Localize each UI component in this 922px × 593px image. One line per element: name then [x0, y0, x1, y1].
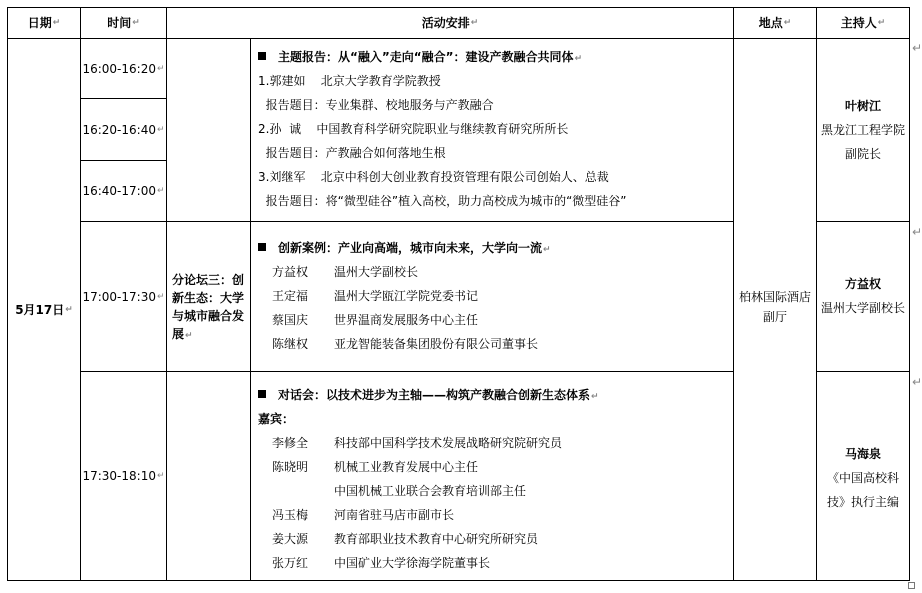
time-slot: 17:00-17:30 ↵: [82, 289, 165, 304]
cell-mark: ↵: [52, 18, 61, 28]
host-name: 马海泉: [844, 447, 881, 461]
report-line: 报告题目：产教融合如何落地生根: [258, 146, 446, 160]
report-line: 1.郭建如 北京大学教育学院教授: [258, 74, 441, 88]
cell-mark: ↵: [877, 18, 886, 28]
cell-mark: ↵: [574, 54, 583, 64]
header-activity: 活动安排 ↵: [421, 16, 479, 30]
cell-mark: ↵: [543, 245, 551, 255]
person-name: 蔡国庆: [272, 313, 309, 327]
person-name: 王定福: [272, 289, 309, 303]
guests-label: 嘉宾：: [258, 412, 295, 426]
person-role: 河南省驻马店市副市长: [334, 508, 455, 522]
square-bullet-icon: [258, 390, 266, 398]
host-title: 温州大学副校长: [820, 301, 905, 315]
date-cell: 5月17日 ↵: [15, 302, 73, 317]
header-date: 日期 ↵: [27, 16, 61, 30]
cell-mark: ↵: [156, 63, 165, 74]
host-name: 方益权: [844, 277, 881, 291]
time-slot: 16:40-17:00 ↵: [82, 184, 165, 198]
host-title: 《中国高校科技》执行主编: [826, 471, 899, 509]
person-name: 陈继权: [272, 337, 309, 351]
person-name: 张万红: [272, 556, 309, 570]
cell-mark: ↵: [470, 18, 479, 28]
host-cell: [820, 430, 906, 526]
row-mark: ↵: [912, 41, 922, 55]
host-cell: [820, 258, 906, 334]
header-host: 主持人 ↵: [840, 16, 886, 30]
time-slot: 17:30-18:10 ↵: [82, 469, 165, 483]
person-role: 教育部职业技术教育中心研究所研究员: [334, 532, 539, 546]
cell-mark: ↵: [156, 186, 165, 196]
cell-mark: ↵: [156, 471, 165, 481]
section-title: 主题报告：从“融入”走向“融合”：建设产教融合共同体↵: [258, 49, 582, 67]
location-cell: 柏林国际酒店副厅: [738, 290, 811, 324]
cell-mark: ↵: [132, 18, 140, 28]
person-role: 世界温商发展服务中心主任: [334, 313, 479, 327]
cell-mark: ↵: [783, 18, 792, 28]
person-name: 冯玉梅: [272, 508, 309, 522]
cell-mark: ↵: [591, 392, 599, 402]
header-location: 地点 ↵: [758, 16, 792, 30]
host-title: 黑龙江工程学院副院长: [820, 123, 905, 161]
person-name: 方益权: [272, 265, 309, 279]
person-role: 科技部中国科学技术发展战略研究院研究员: [334, 436, 563, 450]
person-role: 温州大学瓯江学院党委书记: [334, 289, 479, 303]
report-line: 3.刘继军 北京中科创大创业教育投资管理有限公司创始人、总裁: [258, 170, 609, 184]
row-mark: ↵: [912, 225, 922, 239]
report-line: 报告题目：专业集群、校地服务与产教融合: [258, 98, 494, 112]
page-corner-mark: [908, 582, 915, 589]
person-role: 温州大学副校长: [334, 265, 419, 279]
cell-mark: ↵: [65, 304, 73, 315]
header-time: 时间 ↵: [107, 16, 140, 30]
section-title: 对话会：以技术进步为主轴——构筑产教融合创新生态体系↵: [258, 387, 599, 405]
time-slot: 16:20-16:40 ↵: [82, 122, 165, 137]
person-name: 陈晓明: [272, 460, 309, 474]
person-role: 中国机械工业联合会教育培训部主任: [334, 484, 527, 498]
cell-mark: ↵: [156, 124, 165, 135]
report-line: 报告题目：将“微型硅谷”植入高校，助力高校成为城市的“微型硅谷”: [258, 194, 627, 208]
cell-mark: ↵: [185, 331, 193, 341]
person-name: 李修全: [272, 436, 309, 450]
section-title: 创新案例：产业向高端，城市向未来，大学向一流↵: [258, 240, 551, 258]
host-cell: [820, 90, 906, 170]
time-slot: 16:00-16:20 ↵: [82, 61, 165, 76]
forum-title: 分论坛三：创新生态：大学与城市融合发展↵: [172, 273, 245, 341]
cell-mark: ↵: [156, 291, 165, 302]
person-name: 姜大源: [272, 532, 309, 546]
person-role: 中国矿业大学徐海学院董事长: [334, 556, 491, 570]
host-name: 叶树江: [844, 99, 881, 113]
square-bullet-icon: [258, 52, 266, 60]
row-mark: ↵: [912, 375, 922, 389]
square-bullet-icon: [258, 243, 266, 251]
person-role: 亚龙智能装备集团股份有限公司董事长: [334, 337, 539, 351]
report-line: 2.孙 诚 中国教育科学研究院职业与继续教育研究所所长: [258, 122, 569, 136]
person-role: 机械工业教育发展中心主任: [334, 460, 479, 474]
